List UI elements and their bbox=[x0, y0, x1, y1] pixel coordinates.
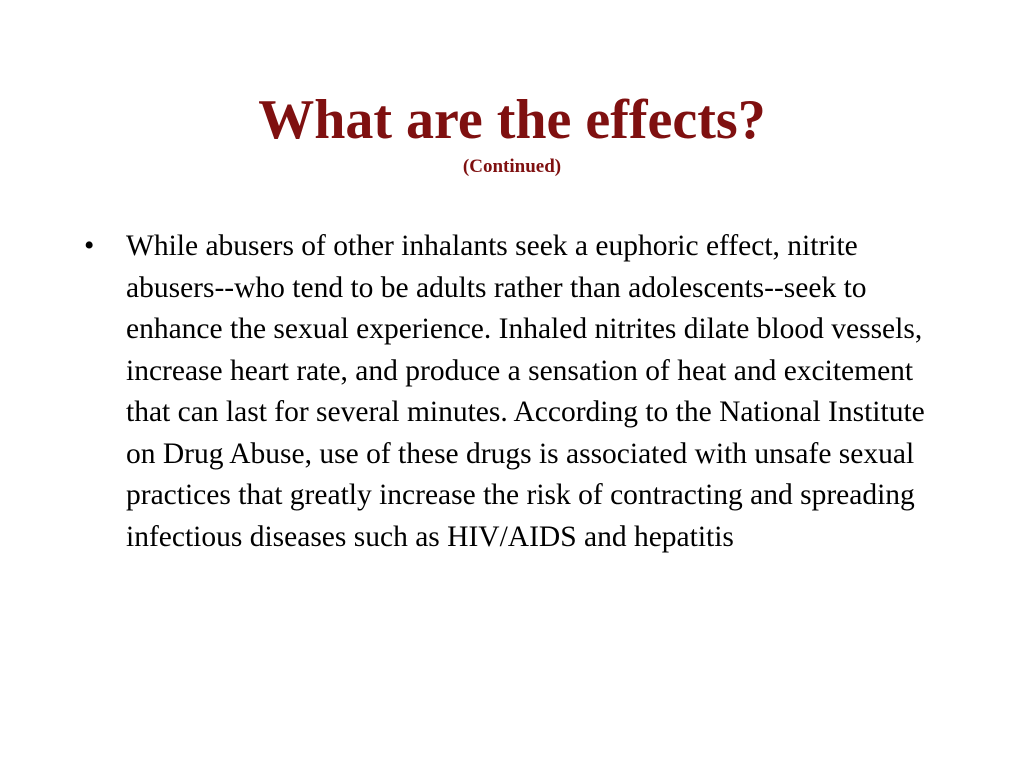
slide-title: What are the effects? bbox=[258, 89, 766, 151]
bullet-text: While abusers of other inhalants seek a euphoric effect, nitrite abusers--who tend to be adults rather than adolescents--seek to enhance the sexual experience. Inhaled nitrites dilate blood vessels, increase heart rate, and produce a sensation of heat and excitement that can last for several minutes. According to the National Institute on Drug Abuse, use of these drugs is associated with unsafe sexual practices that greatly increase the risk of contracting and spreading infectious diseases such as HIV/AIDS and hepatitis bbox=[126, 230, 925, 553]
title-block bbox=[0, 84, 1024, 178]
bullet-item bbox=[84, 226, 944, 558]
bullet-list bbox=[84, 226, 944, 558]
slide-subtitle: (Continued) bbox=[462, 156, 562, 177]
bullet-marker: • bbox=[84, 230, 95, 262]
